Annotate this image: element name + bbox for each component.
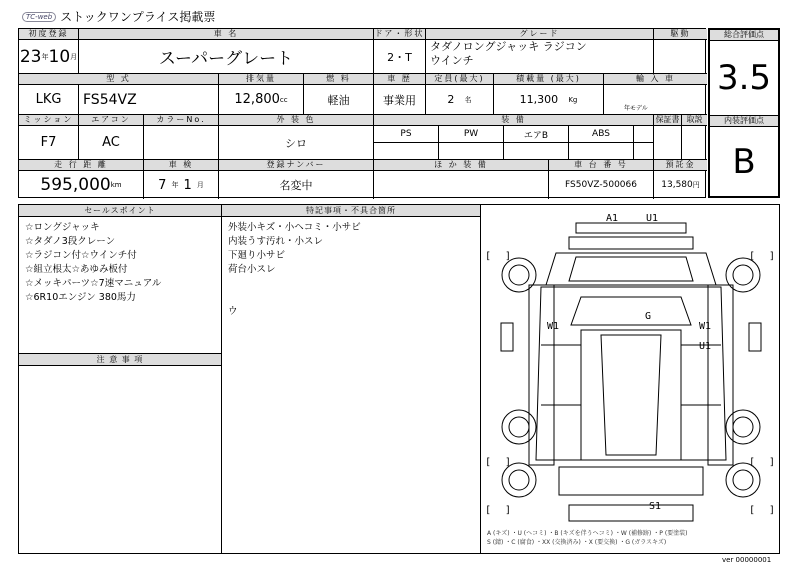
label-inspection: 車 検 [144,160,219,171]
chassis-no-value: FS50VZ-500066 [549,171,654,199]
label-import: 輸 入 車 [604,74,707,85]
label-other-equipment: ほ か 装 備 [374,160,549,171]
mark-u1-right: U1 [699,341,712,352]
bracket-left-bottom: [ [485,457,492,468]
notes-list [222,217,480,319]
door-type-value: 2・T [374,40,426,74]
year: 23 [19,46,42,67]
mark-s1: S1 [649,501,662,512]
displacement-value: 12,800 cc [219,85,304,115]
sales-points-list [19,217,221,305]
aircon-value: AC [79,126,144,160]
label-capacity: 定員(最大) [426,74,494,85]
equip-blank [439,143,504,160]
warranty-value [654,126,682,160]
bracket-left-bottom-r: [ [749,457,756,468]
mark-u1-top: U1 [646,213,659,224]
interior-score-value: B [732,141,756,182]
equip-blank [569,143,634,160]
sales-point-item: ☆メッキパーツ☆7速マニュアル [25,278,162,289]
overall-score-value: 3.5 [710,41,778,116]
equip-blank [504,143,569,160]
mark-a1: A1 [606,213,619,224]
sales-point-item: ☆タダノ3段クレーン [25,236,116,247]
label-model: 型 式 [19,74,219,85]
legend: A (キズ) ・U (ヘコミ) ・B (キズを伴うヘコミ) ・W (補修跡) ・P (要塗装) S (錆) ・C (腐食) ・XX (交換済み) ・X (要交換) ・G (ガラスキズ) [487,530,688,546]
label-mileage: 走 行 距 離 [19,160,144,171]
bracket-right-rear-r: ] [769,505,776,516]
header [22,8,215,25]
equip-ps: PS [374,126,439,143]
color-no-value [144,126,219,160]
caution-panel [18,353,222,554]
equip-airbag: エアB [504,126,569,143]
sales-points-label: セールスポイント [19,205,221,217]
equip-abs: ABS [569,126,634,143]
label-mission: ミッション [19,115,79,126]
bracket-left-top: [ [485,251,492,262]
sales-point-item: ☆ロングジャッキ [25,222,100,233]
page-title: ストックワンプライス掲載票 [60,10,216,24]
equip-blank [374,143,439,160]
label-load: 積載量 (最大) [494,74,604,85]
damage-diagram-panel [480,204,780,554]
label-equipment: 装 備 [374,115,654,126]
note-item [222,277,480,291]
manual-value [682,126,707,160]
equip-pw: PW [439,126,504,143]
note-item: ウ [228,306,238,317]
sales-points-panel [18,204,222,354]
info-table [18,28,706,198]
label-ext-color: 外 装 色 [219,115,374,126]
equip-blank [634,143,654,160]
month: 10 [48,46,71,67]
notes-label: 特記事項・不具合箇所 [222,205,480,217]
label-price: 預託金 [654,160,707,171]
version: ver 00000001 [722,556,772,564]
bracket-right-bottom: ] [505,457,512,468]
note-item: 荷台小スレ [228,264,276,275]
mileage-value: 595,000 km [19,171,144,199]
label-car-name: 車 名 [79,29,374,40]
bracket-right-top: ] [505,251,512,262]
label-displacement: 排気量 [219,74,304,85]
sales-point-item: ☆組立根太☆あゆみ板付 [25,264,128,275]
note-item: 外装小キズ・小ヘコミ・小サビ [228,222,361,233]
grade-value: タダノロングジャッキ ラジコン ウインチ [426,40,654,74]
label-overall-score: 総合評価点 [710,30,778,41]
car-name-value: スーパーグレート [79,40,374,74]
mark-w1-left: W1 [547,321,560,332]
load-value: 11,300 Kg [494,85,604,115]
caution-label: 注 意 事 項 [19,354,221,366]
fuel-value: 軽油 [304,85,374,115]
bracket-right-bottom-r: ] [769,457,776,468]
label-warranty: 保証書 [654,115,682,126]
bracket-right-top-r: ] [769,251,776,262]
note-item: 下廻り小サビ [228,250,286,261]
plate-value: 名変中 [219,171,374,199]
drive-value [654,40,707,74]
price-value: 13,580 円 [661,180,700,190]
capacity-value: 2 名 [426,85,494,115]
model-prefix-value: LKG [19,85,79,115]
note-item [222,291,480,305]
inspection-value: 7 年 1 月 [144,171,219,199]
label-door-type: ドア・形状 [374,29,425,38]
first-reg-value: 23 年 10 月 [19,40,79,74]
label-drive: 駆動 [654,29,707,40]
mission-value: F7 [19,126,79,160]
import-value: 年モデル [604,85,707,115]
sales-point-item: ☆ラジコン付☆ウインチ付 [25,250,137,261]
label-history: 車 歴 [374,74,426,85]
label-chassis-no: 車 台 番 号 [549,160,654,171]
truck-diagram [481,205,779,553]
note-item: 内装うす汚れ・小スレ [228,236,324,247]
mark-g: G [645,311,652,322]
score-box [708,28,780,198]
mark-w1-right: W1 [699,321,712,332]
ext-color-value: シロ [219,126,374,160]
label-first-reg: 初度登録 [19,29,79,40]
sales-point-item: ☆6R10エンジン 380馬力 [25,292,136,303]
bracket-left-rear-r: [ [749,505,756,516]
model-value: FS54VZ [79,85,219,115]
history-value: 事業用 [374,85,426,115]
label-aircon: エアコン [79,115,144,126]
label-manual: 取説 [682,115,707,126]
bracket-left-top-r: [ [749,251,756,262]
label-grade: グレード [426,29,654,40]
label-fuel: 燃 料 [304,74,374,85]
other-equipment-value [374,171,549,199]
label-color-no: カラーNo. [144,115,219,126]
logo: TC-web [22,12,56,22]
notes-panel [221,204,481,554]
label-interior-score: 内装評価点 [710,116,778,127]
label-plate: 登録ナンバー [219,160,374,171]
bracket-right-rear: ] [505,505,512,516]
equip-blank [634,126,654,143]
bracket-left-rear: [ [485,505,492,516]
